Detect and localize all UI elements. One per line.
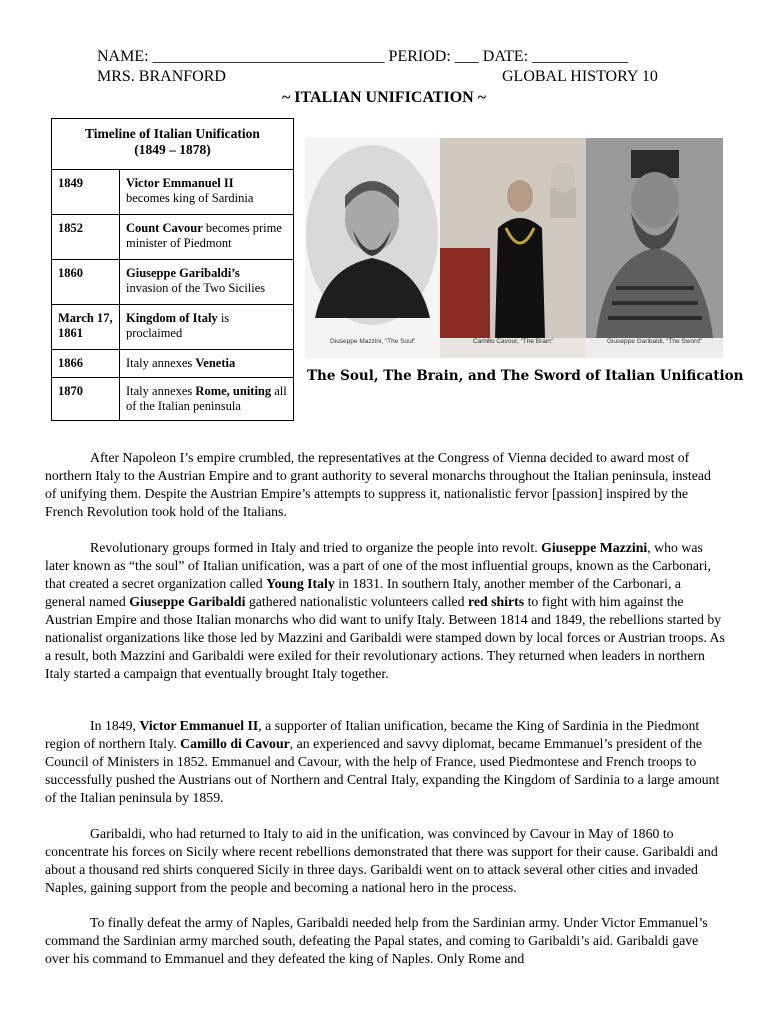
timeline-row	[52, 350, 294, 378]
garibaldi-caption: Giuseppe Garibaldi, “The Sword”	[606, 338, 702, 345]
paragraph-victor-emmanuel: In 1849, Victor Emmanuel II, a supporter of Italian unification, became the King of Sardinia in the Piedmont region of northern Italy. Camillo di Cavour, an experienced and savvy diplomat, became Emmanuel’s president of the Council of Ministers in 1852. Emmanuel and Cavour, with the help of France, used Piedmontese and French troops to successfully pushed the Austrians out of Northern and Central Italy, expanding the Kingdom of Sardinia to a large amount of the Italian peninsula by 1859.	[45, 718, 720, 805]
paragraph-garibaldi-sicily: Garibaldi, who had returned to Italy to aid in the unification, was convinced by Cavour in May of 1860 to concentrate his forces on Sicily where recent rebellions demonstrated that there was support for their cause. Garibaldi and about a thousand red shirts conquered Sicily in three days. Garibaldi went on to attack several other cities and invaded Naples, gaining support from the people and becoming a national hero in the process.	[45, 826, 718, 895]
timeline-event: Kingdom of Italy is proclaimed	[120, 305, 294, 350]
timeline-year: 1860	[52, 260, 120, 305]
timeline-row	[52, 260, 294, 305]
teacher-name: MRS. BRANFORD	[97, 68, 226, 85]
timeline-title: Timeline of Italian Unification	[85, 126, 260, 141]
course-name: GLOBAL HISTORY 10	[502, 68, 658, 85]
timeline-year: 1870	[52, 378, 120, 421]
timeline-row	[52, 170, 294, 215]
timeline-event: Giuseppe Garibaldi’s invasion of the Two Sicilies	[120, 260, 294, 305]
timeline-event: Italy annexes Rome, uniting all of the Italian peninsula	[120, 378, 294, 421]
timeline-header	[52, 119, 294, 170]
timeline-event: Victor Emmanuel II becomes king of Sardinia	[120, 170, 294, 215]
cavour-portrait	[440, 138, 586, 358]
paragraph-congress-of-vienna: After Napoleon I’s empire crumbled, the representatives at the Congress of Vienna decided to award most of northern Italy to the Austrian Empire and to grant authority to several monarchs throughout the Italian peninsula, instead of unifying them. Despite the Austrian Empire’s attempts to suppress it, nationalistic fervor [passion] inspired by the French Revolution took hold of the Italians.	[45, 450, 711, 519]
page-title: ~ ITALIAN UNIFICATION ~	[281, 89, 487, 106]
mazzini-caption: Giuseppe Mazzini, “The Soul”	[329, 338, 416, 345]
paragraph-army-of-naples: To finally defeat the army of Naples, Garibaldi needed help from the Sardinian army. Under Victor Emmanuel’s command the Sardinian army marched south, defeating the Papal states, and coming to Garibaldi’s aid. Garibaldi gave over his command to Emmanuel and they defeated the king of Naples. Only Rome and	[45, 915, 708, 966]
timeline-row	[52, 215, 294, 260]
portraits-caption: The Soul, The Brain, and The Sword of Italian Unification	[307, 368, 744, 384]
timeline-year: 1849	[52, 170, 120, 215]
timeline-year: 1866	[52, 350, 120, 378]
timeline-table	[51, 118, 294, 421]
timeline-row	[52, 378, 294, 421]
garibaldi-portrait	[586, 138, 723, 358]
timeline-row	[52, 305, 294, 350]
cavour-caption: Camillo Cavour, “The Brain”	[472, 338, 554, 345]
mazzini-portrait	[305, 138, 440, 358]
timeline-event: Italy annexes Venetia	[120, 350, 294, 378]
timeline-year: 1852	[52, 215, 120, 260]
timeline-range: (1849 – 1878)	[134, 142, 211, 157]
timeline-event: Count Cavour becomes prime minister of Piedmont	[120, 215, 294, 260]
paragraph-revolutionary-groups: Revolutionary groups formed in Italy and tried to organize the people into revolt. Giuseppe Mazzini, who was later known as “the soul” of Italian unification, was a part of one of the most influential groups, known as the Carbonari, that created a secret organization called Young Italy in 1831. In southern Italy, another member of the Carbonari, a general named Giuseppe Garibaldi gathered nationalistic volunteers called red shirts to fight with him against the Austrian Empire and those Italian monarchs who did want to unify Italy. Between 1814 and 1849, the rebellions started by nationalist organizations like those led by Mazzini and Garibaldi were stamped down by local forces or Austrian troops. As a result, both Mazzini and Garibaldi were exiled for their revolutionary actions. They returned when leaders in northern Italy started a campaign that eventually brought Italy together.	[45, 540, 725, 681]
header-name-period-date: NAME: _____________________________ PERIOD: ___ DATE: ____________	[97, 48, 629, 65]
portrait-strip	[305, 138, 723, 358]
timeline-year: March 17, 1861	[52, 305, 120, 350]
